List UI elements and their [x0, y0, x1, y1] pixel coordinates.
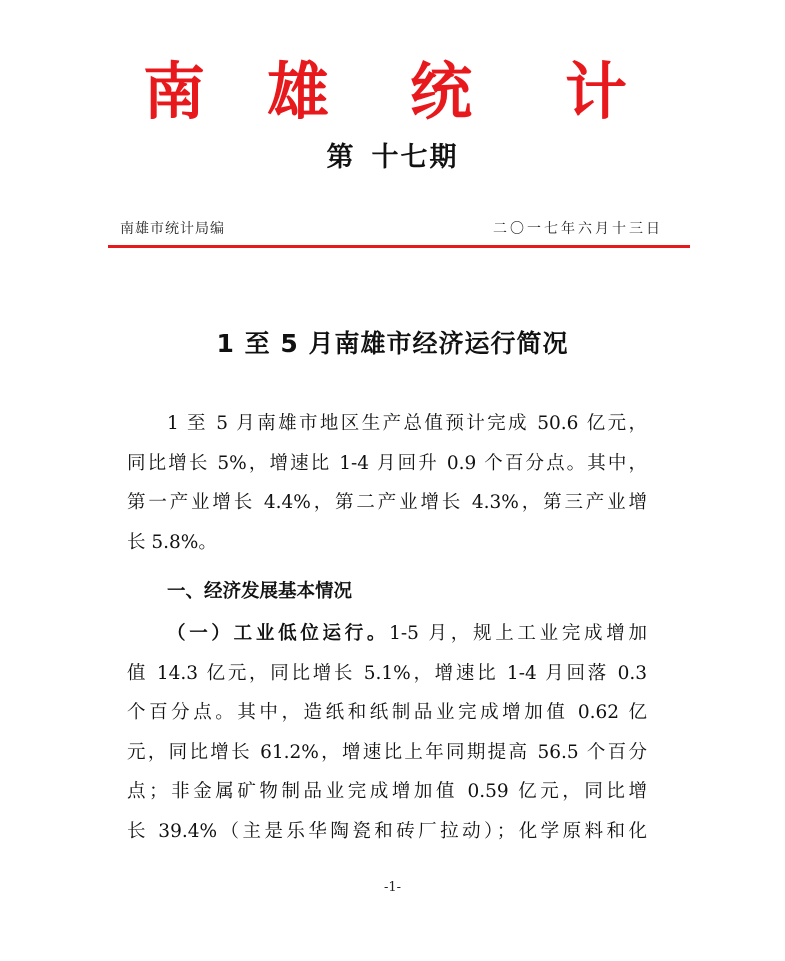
- issue-number: [0, 138, 785, 178]
- paragraph-line: 1 至 5 月南雄市地区生产总值预计完成 50.6 亿元，: [167, 413, 647, 434]
- masthead-char-2: 雄: [267, 55, 330, 128]
- paragraph-line: [127, 614, 647, 654]
- section-heading: 一、经济发展基本情况: [167, 581, 353, 602]
- issue-label-number: 十七期: [371, 142, 459, 173]
- publisher-label: 南雄市统计局编: [120, 221, 225, 237]
- paragraph-line: 点；非金属矿物制品业完成增加值 0.59 亿元，同比增: [127, 781, 647, 802]
- paragraph-1: [127, 404, 647, 562]
- paragraph-line: 同比增长 5%，增速比 1-4 月回升 0.9 个百分点。其中，: [127, 452, 647, 474]
- paragraph-line: 值 14.3 亿元，同比增长 5.1%，增速比 1-4 月回落 0.3: [127, 662, 647, 684]
- paragraph-text: 1-5 月，规上工业完成增加: [389, 623, 647, 644]
- paragraph-line: 长 39.4%（主是乐华陶瓷和砖厂拉动）；化学原料和化: [127, 820, 647, 842]
- page-number: -1-: [383, 880, 402, 895]
- issue-label-prefix: 第: [326, 142, 356, 173]
- article-title: 1 至 5 月南雄市经济运行简况: [216, 329, 569, 358]
- masthead-char-1: 南: [143, 55, 206, 128]
- masthead-char-4: 计: [565, 55, 628, 128]
- header-divider: [108, 245, 690, 248]
- paragraph-line: 元，同比增长 61.2%，增速比上年同期提高 56.5 个百分: [127, 741, 647, 763]
- masthead-char-3: 统: [410, 55, 473, 128]
- paragraph-line: 长 5.8%。: [127, 531, 217, 553]
- paragraph-line: 第一产业增长 4.4%，第二产业增长 4.3%，第三产业增: [127, 492, 647, 513]
- paragraph-2: [127, 614, 647, 851]
- paragraph-line: 个百分点。其中，造纸和纸制品业完成增加值 0.62 亿: [127, 702, 647, 723]
- masthead-title: [0, 52, 785, 132]
- publish-date: 二〇一七年六月十三日: [493, 221, 663, 237]
- subsection-heading: （一）工业低位运行。: [167, 623, 390, 644]
